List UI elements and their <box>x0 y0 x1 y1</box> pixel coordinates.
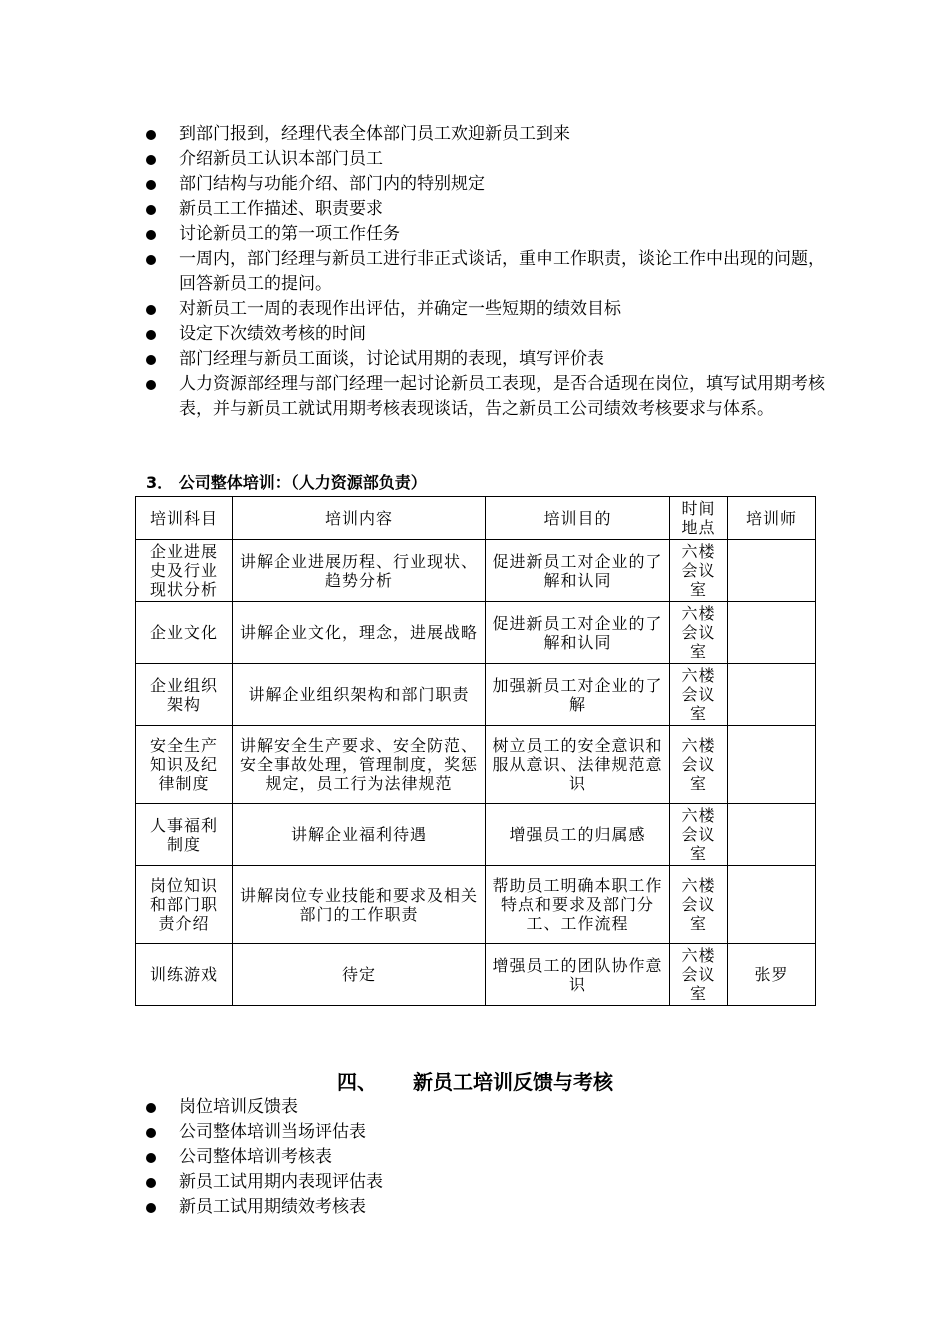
bullet-icon <box>146 130 156 140</box>
table-row <box>136 804 816 866</box>
list-item-text: 讨论新员工的第一项工作任务 <box>179 224 400 244</box>
bullet-icon <box>146 305 156 315</box>
cell-content: 讲解企业福利待遇 <box>233 804 486 866</box>
list-item <box>146 297 826 322</box>
cell-purpose: 促进新员工对企业的了解和认同 <box>486 602 670 664</box>
list-item <box>146 222 826 247</box>
bullet-icon <box>146 330 156 340</box>
header-trainer: 培训师 <box>728 497 816 540</box>
cell-subject: 企业组织架构 <box>136 664 233 726</box>
table-row <box>136 866 816 944</box>
list-item-text: 对新员工一周的表现作出评估，并确定一些短期的绩效目标 <box>179 299 621 319</box>
list-item <box>146 247 826 297</box>
cell-content: 讲解企业文化，理念，进展战略 <box>233 602 486 664</box>
list-item <box>146 1170 826 1195</box>
cell-subject: 人事福利制度 <box>136 804 233 866</box>
list-item <box>146 122 826 147</box>
list-item <box>146 172 826 197</box>
list-item-text: 公司整体培训当场评估表 <box>179 1122 366 1142</box>
cell-purpose: 增强员工的团队协作意识 <box>486 944 670 1006</box>
list-item-text: 新员工试用期绩效考核表 <box>179 1197 366 1217</box>
cell-content: 讲解岗位专业技能和要求及相关部门的工作职责 <box>233 866 486 944</box>
cell-trainer <box>728 540 816 602</box>
cell-content: 待定 <box>233 944 486 1006</box>
bullet-icon <box>146 1128 156 1138</box>
cell-location: 六楼会议室 <box>670 944 728 1006</box>
cell-location: 六楼会议室 <box>670 540 728 602</box>
cell-trainer <box>728 664 816 726</box>
header-time-location: 时间地点 <box>670 497 728 540</box>
cell-content: 讲解企业组织架构和部门职责 <box>233 664 486 726</box>
cell-trainer <box>728 866 816 944</box>
section-4-heading <box>0 1068 950 1096</box>
header-subject: 培训科目 <box>136 497 233 540</box>
cell-purpose: 帮助员工明确本职工作特点和要求及部门分工、工作流程 <box>486 866 670 944</box>
cell-location: 六楼会议室 <box>670 664 728 726</box>
table-row <box>136 944 816 1006</box>
list-item <box>146 322 826 347</box>
cell-location: 六楼会议室 <box>670 602 728 664</box>
list-item <box>146 197 826 222</box>
bullet-icon <box>146 155 156 165</box>
table-row <box>136 664 816 726</box>
table-header-row <box>136 497 816 540</box>
list-item <box>146 1145 826 1170</box>
list-item-text: 岗位培训反馈表 <box>179 1097 298 1117</box>
header-purpose: 培训目的 <box>486 497 670 540</box>
cell-subject: 岗位知识和部门职责介绍 <box>136 866 233 944</box>
list-item <box>146 372 826 422</box>
cell-content: 讲解企业进展历程、行业现状、趋势分析 <box>233 540 486 602</box>
list-item <box>146 1095 826 1120</box>
cell-purpose: 树立员工的安全意识和服从意识、法律规范意识 <box>486 726 670 804</box>
list-item-text: 一周内，部门经理与新员工进行非正式谈话，重申工作职责，谈论工作中出现的问题，回答新员工的提问。 <box>179 249 825 294</box>
table-row <box>136 602 816 664</box>
cell-content: 讲解安全生产要求、安全防范、安全事故处理，管理制度，奖惩规定，员工行为法律规范 <box>233 726 486 804</box>
section-4-title: 新员工培训反馈与考核 <box>413 1070 613 1094</box>
bullet-icon <box>146 380 156 390</box>
list-item <box>146 347 826 372</box>
table-row <box>136 726 816 804</box>
cell-subject: 企业文化 <box>136 602 233 664</box>
cell-purpose: 加强新员工对企业的了解 <box>486 664 670 726</box>
bullet-icon <box>146 1203 156 1213</box>
cell-subject: 训练游戏 <box>136 944 233 1006</box>
list-item-text: 新员工试用期内表现评估表 <box>179 1172 383 1192</box>
section-4-number: 四、 <box>337 1070 377 1094</box>
bullet-icon <box>146 255 156 265</box>
cell-subject: 安全生产知识及纪律制度 <box>136 726 233 804</box>
list-item-text: 部门结构与功能介绍、部门内的特别规定 <box>179 174 485 194</box>
bullet-icon <box>146 180 156 190</box>
list-item-text: 部门经理与新员工面谈，讨论试用期的表现，填写评价表 <box>179 349 604 369</box>
cell-purpose: 增强员工的归属感 <box>486 804 670 866</box>
cell-trainer <box>728 804 816 866</box>
bullet-icon <box>146 230 156 240</box>
onboarding-steps-list <box>146 122 826 422</box>
list-item-text: 介绍新员工认识本部门员工 <box>179 149 383 169</box>
table-row <box>136 540 816 602</box>
list-item <box>146 1195 826 1220</box>
cell-subject: 企业进展史及行业现状分析 <box>136 540 233 602</box>
bullet-icon <box>146 205 156 215</box>
section-3-heading: 3． 公司整体培训：（人力资源部负责） <box>146 473 427 492</box>
bullet-icon <box>146 1178 156 1188</box>
cell-purpose: 促进新员工对企业的了解和认同 <box>486 540 670 602</box>
list-item-text: 公司整体培训考核表 <box>179 1147 332 1167</box>
training-table <box>135 496 816 1006</box>
cell-location: 六楼会议室 <box>670 866 728 944</box>
bullet-icon <box>146 1153 156 1163</box>
list-item <box>146 1120 826 1145</box>
feedback-forms-list <box>146 1095 826 1220</box>
bullet-icon <box>146 1103 156 1113</box>
list-item-text: 新员工工作描述、职责要求 <box>179 199 383 219</box>
header-content: 培训内容 <box>233 497 486 540</box>
cell-location: 六楼会议室 <box>670 804 728 866</box>
bullet-icon <box>146 355 156 365</box>
cell-trainer <box>728 602 816 664</box>
list-item-text: 人力资源部经理与部门经理一起讨论新员工表现，是否合适现在岗位，填写试用期考核表，并与新员工就试用期考核表现谈话，告之新员工公司绩效考核要求与体系。 <box>179 374 825 419</box>
list-item-text: 到部门报到，经理代表全体部门员工欢迎新员工到来 <box>179 124 570 144</box>
list-item-text: 设定下次绩效考核的时间 <box>179 324 366 344</box>
cell-trainer: 张罗 <box>728 944 816 1006</box>
cell-trainer <box>728 726 816 804</box>
list-item <box>146 147 826 172</box>
cell-location: 六楼会议室 <box>670 726 728 804</box>
